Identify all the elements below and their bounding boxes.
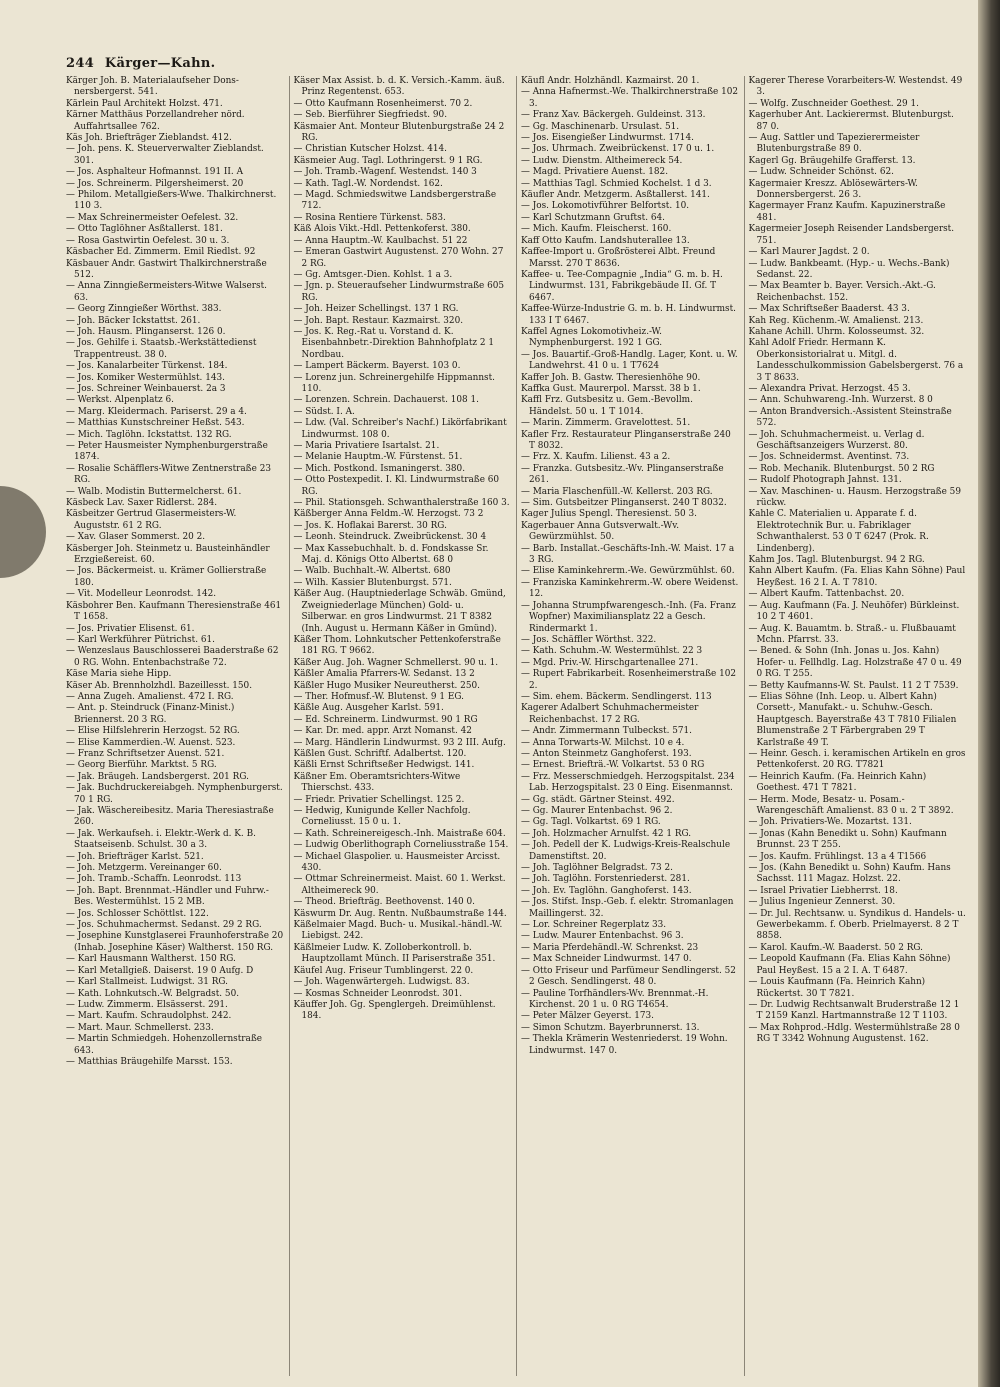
directory-entry: — Lor. Schreiner Regerplatz 33. bbox=[521, 920, 667, 931]
directory-entry: Käßli Ernst Schriftseßer Hedwigst. 141. bbox=[293, 760, 475, 771]
directory-entry: — Elias Söhne (Inh. Leop. u. Albert Kahn) Corsett-, Manufakt.- u. Schuhw.-Gesch. Hauptgesch. Bayerstraße 43 T 7810 Filialen Blumenstraße 2 T Färbergraben 29 T Karlstraße 49 T. bbox=[748, 691, 957, 748]
directory-entry: Kagermeier Joseph Reisender Landsbergerst. 751. bbox=[748, 224, 955, 246]
directory-entry: — Max Schriftseßer Baaderst. 43 3. bbox=[748, 304, 910, 315]
directory-entry: — Maria Privatiere Isartalst. 21. bbox=[293, 441, 440, 451]
directory-entry: — Magd. Privatiere Auenst. 182. bbox=[521, 167, 669, 178]
directory-entry: — Dr. Jul. Rechtsanw. u. Syndikus d. Handels- u. Gewerbekamm. f. Oberb. Prielmayerst. 8 2 T 8858. bbox=[748, 908, 966, 942]
directory-entry: Käufler Andr. Metzgerm. Asßtallerst. 141. bbox=[521, 190, 710, 201]
directory-entry: Käswurm Dr. Aug. Rentn. Nußbaumstraße 144. bbox=[293, 908, 507, 919]
directory-entry: — Mich. Postkond. Ismaningerst. 380. bbox=[293, 463, 466, 474]
directory-entry: — Jos. Bäckermeist. u. Krämer Gollierstraße 180. bbox=[66, 566, 267, 588]
directory-entry: Käßlmeier Ludw. K. Zolloberkontroll. b. Hauptzollamt Münch. II Pariserstraße 351. bbox=[293, 942, 496, 965]
directory-entry: — Jos. Schreinerm. Pilgersheimerst. 20 bbox=[66, 178, 244, 189]
directory-entry: — Anna Torwarts-W. Milchst. 10 e 4. bbox=[521, 737, 685, 748]
directory-entry: — Betty Kaufmanns-W. St. Paulst. 11 2 T 7539. bbox=[748, 680, 959, 691]
directory-entry: — Mart. Maur. Schmellerst. 233. bbox=[66, 1022, 214, 1033]
directory-entry: — Aug. K. Bauamtm. b. Straß.- u. Flußbauamt Mchn. Pfarrst. 33. bbox=[748, 623, 956, 645]
directory-entry: — Franz Schriftsetzer Auenst. 521. bbox=[66, 748, 225, 759]
directory-entry: — Rob. Mechanik. Blutenburgst. 50 2 RG bbox=[748, 463, 935, 474]
directory-entry: Kagerer Therese Vorarbeiters-W. Westendst. 49 3. bbox=[748, 76, 963, 98]
directory-entry: — Joh. Taglöhn. Forstenriederst. 281. bbox=[521, 874, 690, 885]
directory-entry: — Elise Hilfslehrerin Herzogst. 52 RG. bbox=[66, 726, 240, 737]
directory-entry: Kärner Matthäus Porzellandreher nörd. Auffahrtsallee 762. bbox=[66, 110, 245, 132]
directory-entry: — Christian Kutscher Holzst. 414. bbox=[293, 144, 447, 155]
directory-entry: — Karol. Kaufm.-W. Baaderst. 50 2 RG. bbox=[748, 942, 923, 953]
directory-entry: — Jak. Wäschereibesitz. Maria Theresiastraße 260. bbox=[66, 806, 274, 828]
directory-entry: — Gg. Maschinenarb. Ursulast. 51. bbox=[521, 121, 680, 132]
directory-entry: Kagerbauer Anna Gutsverwalt.-Wv. Gewürzmühlst. 50. bbox=[521, 520, 680, 543]
directory-entry: — Otto Taglöhner Asßtallerst. 181. bbox=[66, 224, 223, 235]
directory-entry: Käufel Aug. Friseur Tumblingerst. 22 0. bbox=[293, 965, 474, 976]
directory-entry: — Vit. Modelleur Leonrodst. 142. bbox=[66, 589, 217, 600]
directory-entry: — Simon Schutzm. Bayerbrunnerst. 13. bbox=[521, 1022, 700, 1033]
directory-entry: — Joh. Bäcker Ickstattst. 261. bbox=[66, 315, 201, 326]
directory-entry: — Wilh. Kassier Blutenburgst. 571. bbox=[293, 577, 452, 588]
directory-columns bbox=[66, 76, 966, 1376]
running-title: Kärger—Kahn. bbox=[104, 56, 216, 71]
directory-entry: — Heinr. Gesch. i. keramischen Artikeln en gros Pettenkoferst. 20 RG. T7821 bbox=[748, 748, 966, 771]
directory-entry: — Joh. Privatiers-We. Mozartst. 131. bbox=[748, 817, 912, 828]
directory-entry: — Joh. Holzmacher Arnulfst. 42 1 RG. bbox=[521, 828, 692, 839]
directory-entry: Käßer Aug. Joh. Wagner Schmellerst. 90 u. 1. bbox=[293, 657, 499, 668]
book-thumb-tab bbox=[0, 486, 46, 578]
directory-entry: Käsbacher Ed. Zimmerm. Emil Riedlst. 92 bbox=[66, 247, 256, 258]
directory-entry: Käsberger Joh. Steinmetz u. Bausteinhändler Erzgießereist. 60. bbox=[66, 543, 270, 566]
directory-entry: — Lorenzen. Schrein. Dachauerst. 108 1. bbox=[293, 395, 479, 406]
directory-entry: — Jos. Schlosser Schöttlst. 122. bbox=[66, 908, 209, 919]
directory-entry: Kaff Otto Kaufm. Landshuterallee 13. bbox=[521, 235, 690, 246]
directory-entry: Käßberger Anna Feldm.-W. Herzogst. 73 2 bbox=[293, 509, 484, 520]
directory-entry: Kafler Frz. Restaurateur Plinganserstraße 240 T 8032. bbox=[521, 429, 731, 451]
directory-entry: — Wenzeslaus Bauschlosserei Baaderstraße 62 0 RG. Wohn. Entenbachstraße 72. bbox=[66, 646, 279, 668]
directory-entry: Kager Julius Spengl. Theresienst. 50 3. bbox=[521, 509, 697, 520]
directory-entry: — Walb. Buchhalt.-W. Albertst. 680 bbox=[293, 566, 451, 577]
directory-entry: Kaffer Joh. B. Gastw. Theresienhöhe 90. bbox=[521, 372, 701, 383]
directory-entry: — Otto Kaufmann Rosenheimerst. 70 2. bbox=[293, 98, 473, 109]
directory-entry: — Aug. Sattler und Tapezierermeister Blutenburgstraße 89 0. bbox=[748, 133, 920, 155]
directory-entry: — Elise Kaminkehrerm.-We. Gewürzmühlst. 60. bbox=[521, 566, 735, 577]
directory-entry: — Jos. K. Hoflakai Barerst. 30 RG. bbox=[293, 520, 447, 531]
directory-entry: Kahle C. Materialien u. Apparate f. d. Elektrotechnik Bur. u. Fabriklager Schwanthalerst. 53 0 T 6247 (Prok. R. Lindenberg). bbox=[748, 509, 929, 554]
directory-entry: — Seb. Bierführer Siegfriedst. 90. bbox=[293, 110, 448, 121]
directory-entry: — Gg. städt. Gärtner Steinst. 492. bbox=[521, 794, 675, 805]
directory-entry: — Julius Ingenieur Zennerst. 30. bbox=[748, 897, 896, 908]
directory-entry: Kagerl Gg. Bräugehilfe Grafferst. 13. bbox=[748, 155, 916, 166]
directory-entry: — Werkst. Alpenplatz 6. bbox=[66, 395, 174, 406]
directory-entry: Käse Maria siehe Hipp. bbox=[66, 669, 172, 680]
directory-entry: — Karl Schutzmann Gruftst. 64. bbox=[521, 212, 665, 223]
directory-entry: — Matthias Bräugehilfe Marsst. 153. bbox=[66, 1056, 233, 1067]
directory-entry: Käufl Andr. Holzhändl. Kazmairst. 20 1. bbox=[521, 76, 700, 86]
directory-entry: — Matthias Kunstschreiner Heßst. 543. bbox=[66, 418, 245, 429]
directory-entry: — Kath. Tagl.-W. Nordendst. 162. bbox=[293, 178, 443, 189]
directory-entry: — Jos. Bauartif.-Groß-Handlg. Lager, Kont. u. W. Landwehrst. 41 0 u. 1 T7624 bbox=[521, 349, 738, 372]
directory-entry: — Anna Zinngießermeisters-Witwe Walserst. 63. bbox=[66, 281, 267, 303]
directory-entry: Käsmeier Aug. Tagl. Lothringerst. 9 1 RG. bbox=[293, 155, 483, 166]
directory-entry: Kaffee-Würze-Industrie G. m. b. H. Lindwurmst. 133 I T 6467. bbox=[521, 304, 737, 326]
directory-entry: — Max Rohprod.-Hdlg. Westermühlstraße 28 0 RG T 3342 Wohnung Augustenst. 162. bbox=[748, 1022, 960, 1045]
directory-entry: — Jak. Werkaufseh. i. Elektr.-Werk d. K. B. Staatseisenb. Schulst. 30 a 3. bbox=[66, 828, 256, 851]
directory-entry: Kaffel Agnes Lokomotivheiz.-W. Nymphenburgerst. 192 1 GG. bbox=[521, 326, 663, 349]
directory-entry: — Jak. Bräugeh. Landsbergerst. 201 RG. bbox=[66, 771, 249, 782]
directory-entry: — Joh. Taglöhner Belgradst. 73 2. bbox=[521, 863, 673, 874]
directory-entry: Kahm Jos. Tagl. Blutenburgst. 94 2 RG. bbox=[748, 555, 925, 566]
directory-entry: — Gg. Maurer Entenbachst. 96 2. bbox=[521, 806, 673, 816]
directory-entry: — Mgd. Priv.-W. Hirschgartenallee 271. bbox=[521, 657, 699, 668]
directory-entry: — Magd. Schmiedswitwe Landsbergerstraße 712. bbox=[293, 190, 497, 212]
directory-entry: — Ludw. Bankbeamt. (Hyp.- u. Wechs.-Bank) Sedanst. 22. bbox=[748, 258, 950, 280]
directory-entry: — Albert Kaufm. Tattenbachst. 20. bbox=[748, 589, 905, 600]
directory-entry: — Jos. (Kahn Benedikt u. Sohn) Kaufm. Hans Sachsst. 111 Magaz. Holzst. 22. bbox=[748, 863, 951, 885]
directory-entry: — Barb. Installat.-Geschäfts-Inh.-W. Maist. 17 a 3 RG. bbox=[521, 543, 735, 566]
directory-entry: Käsbohrer Ben. Kaufmann Theresienstraße 461 T 1658. bbox=[66, 600, 282, 623]
directory-entry: — Louis Kaufmann (Fa. Heinrich Kahn) Rückertst. 30 T 7821. bbox=[748, 977, 926, 999]
directory-entry: — Karl Hausmann Waltherst. 150 RG. bbox=[66, 954, 236, 965]
page-binding-edge bbox=[978, 0, 1000, 1387]
directory-entry: — Leopold Kaufmann (Fa. Elias Kahn Söhne) Paul Heyßest. 15 a 2 I. A. T 6487. bbox=[748, 954, 951, 976]
directory-entry: — Mart. Kaufm. Schraudolphst. 242. bbox=[66, 1011, 232, 1022]
directory-entry: — Rosina Rentiere Türkenst. 583. bbox=[293, 212, 446, 223]
directory-entry: Kaffee-Import u. Großrösterei Albt. Freund Marsst. 270 T 8636. bbox=[521, 247, 716, 269]
directory-entry: — Elise Kammerdien.-W. Auenst. 523. bbox=[66, 737, 236, 748]
directory-entry: — Ant. p. Steindruck (Finanz-Minist.) Briennerst. 20 3 RG. bbox=[66, 703, 235, 725]
directory-entry: — Frz. Messerschmiedgeh. Herzogspitalst. 234 Lab. Herzogspitalst. 23 0 Eing. Eisenmannst. bbox=[521, 771, 735, 794]
directory-entry: — Andr. Zimmermann Tulbeckst. 571. bbox=[521, 726, 692, 737]
directory-entry: — Joh. Heizer Schellingst. 137 1 RG. bbox=[293, 304, 459, 315]
directory-entry: — Joh. Pedell der K. Ludwigs-Kreis-Realschule Damenstiftst. 20. bbox=[521, 840, 731, 862]
directory-entry: Käsbeitzer Gertrud Glasermeisters-W. Auguststr. 61 2 RG. bbox=[66, 509, 237, 531]
directory-entry: — Ludw. Maurer Entenbachst. 96 3. bbox=[521, 931, 684, 942]
directory-entry: — Jos. Lokomotivführer Belfortst. 10. bbox=[521, 201, 690, 212]
column-4 bbox=[744, 76, 967, 1376]
directory-entry: — Max Schreinermeister Oefelest. 32. bbox=[66, 212, 239, 223]
column-2 bbox=[289, 76, 512, 1376]
directory-entry: — Georg Bierführ. Marktst. 5 RG. bbox=[66, 760, 217, 771]
directory-entry: Käßer Thom. Lohnkutscher Pettenkoferstraße 181 RG. T 9662. bbox=[293, 634, 501, 657]
directory-entry: — Michael Glaspolier. u. Hausmeister Arcisst. 430. bbox=[293, 851, 501, 874]
directory-entry: — Kosmas Schneider Leonrodst. 301. bbox=[293, 988, 463, 999]
directory-entry: — Max Schneider Lindwurmst. 147 0. bbox=[521, 954, 692, 965]
directory-entry: Kahl Adolf Friedr. Hermann K. Oberkonsistorialrat u. Mitgl. d. Landesschulkommission Gabelsbergerst. 76 a 3 T 8633. bbox=[748, 338, 964, 383]
directory-entry: — Gg. Amtsger.-Dien. Kohlst. 1 a 3. bbox=[293, 269, 453, 280]
directory-entry: — Ludwig Oberlithograph Corneliusstraße 154. bbox=[293, 840, 509, 851]
directory-entry: — Peter Mälzer Geyerst. 173. bbox=[521, 1011, 654, 1022]
directory-entry: Käs Joh. Briefträger Zieblandst. 412. bbox=[66, 133, 232, 144]
directory-entry: — Jos. Schäffler Wörthst. 322. bbox=[521, 634, 657, 645]
directory-entry: Käser Ab. Brennholzhdl. Bazeillesst. 150. bbox=[66, 680, 253, 691]
directory-entry: — Xav. Glaser Sommerst. 20 2. bbox=[66, 532, 206, 543]
directory-entry: — Joh. Metzgerm. Vereinanger 60. bbox=[66, 863, 222, 874]
directory-entry: — Peter Hausmeister Nymphenburgerstraße 1874. bbox=[66, 441, 268, 463]
directory-entry: Kagerhuber Ant. Lackierermst. Blutenburgst. 87 0. bbox=[748, 110, 954, 132]
directory-entry: Käßle Aug. Ausgeher Karlst. 591. bbox=[293, 703, 444, 714]
directory-entry: — Ldw. (Val. Schreiber's Nachf.) Likörfabrikant Lindwurmst. 108 0. bbox=[293, 418, 507, 440]
directory-entry: — Rudolf Photograph Jahnst. 131. bbox=[748, 475, 902, 486]
directory-entry: — Matthias Tagl. Schmied Kochelst. 1 d 3. bbox=[521, 178, 712, 189]
directory-entry: — Joh. pens. K. Steuerverwalter Zieblandst. 301. bbox=[66, 144, 264, 166]
directory-entry: — Kath. Lohnkutsch.-W. Belgradst. 50. bbox=[66, 988, 240, 999]
directory-entry: — Jos. Schreiner Weinbauerst. 2a 3 bbox=[66, 383, 226, 394]
directory-entry: — Otto Friseur und Parfümeur Sendlingerst. 52 2 Gesch. Sendlingerst. 48 0. bbox=[521, 965, 736, 988]
directory-entry: — Jos. K. Reg.-Rat u. Vorstand d. K. Eisenbahnbetr.-Direktion Bahnhofplatz 2 1 Nordbau. bbox=[293, 326, 495, 360]
directory-entry: — Mich. Kaufm. Fleischerst. 160. bbox=[521, 224, 672, 235]
directory-entry: — Aug. Kaufmann (Fa. J. Neuhöfer) Bürkleinst. 10 2 T 4601. bbox=[748, 600, 960, 623]
directory-entry: Käßler Amalia Pfarrers-W. Sedanst. 13 2 bbox=[293, 669, 475, 680]
directory-entry: — Gg. Tagl. Volkartst. 69 1 RG. bbox=[521, 817, 661, 828]
directory-entry: Käßler Hugo Musiker Neureutherst. 250. bbox=[293, 680, 480, 691]
directory-entry: — Max Kassebuchhalt. b. d. Fondskasse Sr. Maj. d. Königs Otto Albertst. 68 0 bbox=[293, 543, 489, 566]
directory-entry: — Alexandra Privat. Herzogst. 45 3. bbox=[748, 383, 911, 394]
directory-entry: — Josephine Kunstglaserei Fraunhoferstraße 20 (Inhab. Josephine Käser) Waltherst. 150 RG. bbox=[66, 931, 284, 953]
directory-entry: Käßlen Gust. Schriftf. Adalbertst. 120. bbox=[293, 748, 467, 759]
directory-entry: Käß Alois Vikt.-Hdl. Pettenkoferst. 380. bbox=[293, 224, 471, 235]
directory-entry: — Philom. Metallgießers-Wwe. Thalkirchnerst. 110 3. bbox=[66, 190, 277, 212]
directory-entry: — Wolfg. Zuschneider Goethest. 29 1. bbox=[748, 98, 919, 109]
directory-entry: — Karl Stallmeist. Ludwigst. 31 RG. bbox=[66, 977, 228, 988]
directory-entry: — Rosa Gastwirtin Oefelest. 30 u. 3. bbox=[66, 235, 230, 246]
directory-entry: — Xav. Maschinen- u. Hausm. Herzogstraße 59 rückw. bbox=[748, 486, 961, 509]
directory-entry: — Jos. Stifst. Insp.-Geb. f. elektr. Stromanlagen Maillingerst. 32. bbox=[521, 897, 734, 919]
directory-entry: — Lorenz jun. Schreinergehilfe Hippmannst. 110. bbox=[293, 372, 495, 394]
directory-entry: — Rosalie Schäfflers-Witwe Zentnerstraße 23 RG. bbox=[66, 463, 271, 486]
directory-entry: Kaffl Frz. Gutsbesitz u. Gem.-Bevollm. Händelst. 50 u. 1 T 1014. bbox=[521, 395, 693, 417]
directory-entry: — Max Beamter b. Bayer. Versich.-Akt.-G. Reichenbachst. 152. bbox=[748, 281, 936, 303]
directory-entry: — Rupert Fabrikarbeit. Rosenheimerstraße 102 2. bbox=[521, 669, 737, 691]
directory-entry: — Ludw. Schneider Schönst. 62. bbox=[748, 167, 894, 178]
directory-entry: — Joh. Briefträger Karlst. 521. bbox=[66, 851, 204, 862]
directory-entry: Kärger Joh. B. Materialaufseher Dons-nersbergerst. 541. bbox=[66, 76, 239, 98]
directory-entry: Käuffer Joh. Gg. Spenglergeh. Dreimühlenst. 184. bbox=[293, 999, 496, 1022]
directory-entry: Kaffka Gust. Maurerpol. Marsst. 38 b 1. bbox=[521, 383, 701, 394]
directory-entry: Kahane Achill. Uhrm. Kolosseumst. 32. bbox=[748, 326, 925, 337]
directory-entry: — Ernest. Briefträ.-W. Volkartst. 53 0 RG bbox=[521, 760, 705, 771]
directory-entry: Käsbeck Lav. Saxer Ridlerst. 284. bbox=[66, 498, 218, 509]
directory-entry: Kagermaier Kreszz. Ablösewärters-W. Donnersbergerst. 26 3. bbox=[748, 178, 918, 201]
directory-entry: — Anna Hafnermst.-We. Thalkirchnerstraße 102 3. bbox=[521, 87, 739, 109]
directory-entry: — Georg Zinngießer Wörthst. 383. bbox=[66, 304, 222, 315]
directory-entry: — Maria Pferdehändl.-W. Schrenkst. 23 bbox=[521, 942, 699, 953]
directory-entry: Kahn Albert Kaufm. (Fa. Elias Kahn Söhne) Paul Heyßest. 16 2 I. A. T 7810. bbox=[748, 566, 966, 588]
directory-entry: — Otto Postexpedit. I. Kl. Lindwurmstraße 60 RG. bbox=[293, 475, 500, 497]
directory-entry: — Jos. Asphalteur Hofmannst. 191 II. A bbox=[66, 167, 243, 178]
directory-entry: — Leonh. Steindruck. Zweibrückenst. 30 4 bbox=[293, 532, 487, 543]
directory-entry: — Bened. & Sohn (Inh. Jonas u. Jos. Kahn) Hofer- u. Fellhdlg. Lag. Holzstraße 47 0 u. 49 0 RG. T 255. bbox=[748, 646, 962, 680]
directory-entry: — Jos. Eisengießer Lindwurmst. 1714. bbox=[521, 133, 694, 144]
directory-entry: Kaffee- u. Tee-Compagnie „India“ G. m. b. H. Lindwurmst. 131, Fabrikgebäude II. Gf. T 6467. bbox=[521, 269, 723, 303]
directory-entry: — Jos. Komiker Westermühlst. 143. bbox=[66, 372, 225, 383]
directory-entry: — Joh. Ev. Taglöhn. Ganghoferst. 143. bbox=[521, 885, 692, 896]
directory-entry: — Joh. Tramb.-Schaffn. Leonrodst. 113 bbox=[66, 874, 242, 885]
directory-entry: — Thekla Krämerin Westenriederst. 19 Wohn. Lindwurmst. 147 0. bbox=[521, 1034, 728, 1056]
directory-entry: — Jonas (Kahn Benedikt u. Sohn) Kaufmann Brunnst. 23 T 255. bbox=[748, 828, 947, 851]
directory-entry: — Herm. Mode, Besatz- u. Posam.-Warengeschäft Amalienst. 83 0 u. 2 T 3892. bbox=[748, 794, 954, 816]
directory-entry: — Ann. Schuhwareng.-Inh. Wurzerst. 8 0 bbox=[748, 395, 933, 406]
directory-entry: — Anna Hauptm.-W. Kaulbachst. 51 22 bbox=[293, 235, 468, 246]
directory-entry: — Kath. Schreinereigesch.-Inh. Maistraße 604. bbox=[293, 828, 506, 839]
directory-entry: — Kath. Schuhm.-W. Westermühlst. 22 3 bbox=[521, 646, 703, 657]
directory-entry: — Marg. Händlerin Lindwurmst. 93 2 III. Aufg. bbox=[293, 737, 506, 748]
directory-entry: — Jak. Buchdruckereiabgeh. Nymphenburgerst. 70 1 RG. bbox=[66, 783, 283, 805]
directory-entry: Käßner Em. Oberamtsrichters-Witwe Thierschst. 433. bbox=[293, 771, 461, 794]
directory-entry: — Sim. ehem. Bäckerm. Sendlingerst. 113 bbox=[521, 691, 712, 702]
directory-entry: — Heinrich Kaufm. (Fa. Heinrich Kahn) Goethest. 471 T 7821. bbox=[748, 771, 927, 794]
directory-entry: — Hedwig, Kunigunde Keller Nachfolg. Corneliusst. 15 0 u. 1. bbox=[293, 806, 471, 828]
directory-entry: — Emeran Gastwirt Augustenst. 270 Wohn. 27 2 RG. bbox=[293, 247, 504, 269]
directory-entry: — Joh. Wagenwärtergeh. Ludwigst. 83. bbox=[293, 977, 470, 988]
directory-entry: — Karl Metallgieß. Daiserst. 19 0 Aufg. D bbox=[66, 965, 254, 976]
directory-entry: — Joh. Bapt. Brennmat.-Händler und Fuhrw.-Bes. Westermühlst. 15 2 MB. bbox=[66, 885, 269, 908]
directory-entry: Käßer Aug. (Hauptniederlage Schwäb. Gmünd, Zweigniederlage München) Gold- u. Silberwar. en gros Lindwurmst. 21 T 8382 (Inh. August u. Hermann Käßer in Gmünd). bbox=[293, 589, 506, 634]
directory-entry: — Anton Steinmetz Ganghoferst. 193. bbox=[521, 748, 692, 759]
directory-entry: Käsbauer Andr. Gastwirt Thalkirchnerstraße 512. bbox=[66, 258, 267, 280]
directory-entry: — Ludw. Zimmerm. Elsässerst. 291. bbox=[66, 999, 228, 1010]
directory-entry: — Melanie Hauptm.-W. Fürstenst. 51. bbox=[293, 452, 463, 463]
directory-entry: — Anton Brandversich.-Assistent Steinstraße 572. bbox=[748, 406, 952, 429]
directory-entry: — Frz. X. Kaufm. Lilienst. 43 a 2. bbox=[521, 452, 671, 463]
directory-entry: — Jos. Uhrmach. Zweibrückenst. 17 0 u. 1. bbox=[521, 144, 715, 155]
directory-entry: Käßelmaier Magd. Buch- u. Musikal.-händl.-W. Liebigst. 242. bbox=[293, 920, 503, 942]
directory-entry: — Franz Xav. Bäckergeh. Guldeinst. 313. bbox=[521, 110, 706, 121]
directory-entry: — Südst. I. A. bbox=[293, 406, 355, 417]
directory-entry: Kärlein Paul Architekt Holzst. 471. bbox=[66, 98, 223, 109]
directory-entry: — Karl Maurer Jagdst. 2 0. bbox=[748, 247, 870, 258]
directory-entry: — Ther. Hofmusf.-W. Blutenst. 9 1 EG. bbox=[293, 691, 464, 702]
column-1 bbox=[66, 76, 284, 1376]
directory-entry: Kagerer Adalbert Schuhmachermeister Reichenbachst. 17 2 RG. bbox=[521, 703, 699, 725]
directory-entry: — Lampert Bäckerm. Bayerst. 103 0. bbox=[293, 361, 461, 372]
directory-entry: — Israel Privatier Liebherrst. 18. bbox=[748, 885, 898, 896]
directory-entry: — Ludw. Dienstm. Altheimereck 54. bbox=[521, 155, 683, 166]
directory-entry: — Anna Zugeh. Amalienst. 472 I. RG. bbox=[66, 691, 234, 702]
directory-entry: — Jos. Schuhmachermst. Sedanst. 29 2 RG. bbox=[66, 920, 262, 931]
directory-entry: — Ed. Schreinerm. Lindwurmst. 90 1 RG bbox=[293, 714, 478, 725]
directory-entry: Kagermayer Franz Kaufm. Kapuzinerstraße 481. bbox=[748, 201, 946, 223]
directory-entry: — Ottmar Schreinermeist. Maist. 60 1. Werkst. Altheimereck 90. bbox=[293, 874, 506, 896]
directory-entry: — Jos. Schneidermst. Aventinst. 73. bbox=[748, 452, 910, 463]
directory-entry: — Jos. Gehilfe i. Staatsb.-Werkstättedienst Trappentreust. 38 0. bbox=[66, 338, 257, 360]
directory-entry: — Dr. Ludwig Rechtsanwalt Bruderstraße 12 1 T 2159 Kanzl. Hartmannstraße 12 T 1103. bbox=[748, 999, 960, 1022]
directory-entry: — Friedr. Privatier Schellingst. 125 2. bbox=[293, 794, 465, 805]
directory-entry: — Theod. Briefträg. Beethovenst. 140 0. bbox=[293, 897, 475, 908]
directory-entry: — Marg. Kleidermach. Pariserst. 29 a 4. bbox=[66, 406, 247, 417]
directory-entry: — Joh. Hausm. Plinganserst. 126 0. bbox=[66, 326, 226, 337]
directory-entry: — Joh. Bapt. Restaur. Kazmairst. 320. bbox=[293, 315, 464, 326]
directory-entry: — Karl Werkführer Pütrichst. 61. bbox=[66, 634, 215, 645]
directory-entry: — Johanna Strumpfwarengesch.-Inh. (Fa. Franz Wopfner) Maximiliansplatz 22 a Gesch. Rindermarkt 1. bbox=[521, 600, 736, 634]
directory-entry: — Walb. Modistin Buttermelcherst. 61. bbox=[66, 486, 242, 497]
directory-entry: — Franzka. Gutsbesitz.-Wv. Plinganserstraße 261. bbox=[521, 463, 724, 486]
directory-entry: — Jgn. p. Steueraufseher Lindwurmstraße 605 RG. bbox=[293, 281, 505, 303]
directory-entry: — Joh. Tramb.-Wagenf. Westendst. 140 3 bbox=[293, 167, 477, 178]
column-3 bbox=[516, 76, 739, 1376]
directory-entry: — Mich. Taglöhn. Ickstattst. 132 RG. bbox=[66, 429, 232, 440]
page-number: 244 bbox=[66, 56, 95, 71]
directory-entry: — Jos. Kanalarbeiter Türkenst. 184. bbox=[66, 361, 228, 372]
running-header bbox=[66, 56, 215, 71]
directory-entry: — Jos. Privatier Elisenst. 61. bbox=[66, 623, 195, 634]
directory-entry: — Franziska Kaminkehrerm.-W. obere Weidenst. 12. bbox=[521, 577, 739, 600]
directory-entry: — Martin Schmiedgeh. Hohenzollernstraße 643. bbox=[66, 1034, 263, 1056]
directory-entry: — Kar. Dr. med. appr. Arzt Nomanst. 42 bbox=[293, 726, 472, 737]
directory-entry: Kah Reg. Küchenm.-W. Amalienst. 213. bbox=[748, 315, 924, 326]
directory-entry: — Marin. Zimmerm. Gravelottest. 51. bbox=[521, 418, 691, 429]
directory-entry: — Jos. Kaufm. Frühlingst. 13 a 4 T1566 bbox=[748, 851, 927, 862]
directory-entry: — Maria Flaschenfüll.-W. Kellerst. 203 RG. bbox=[521, 486, 713, 497]
directory-entry: Käsmaier Ant. Monteur Blutenburgstraße 24 2 RG. bbox=[293, 121, 505, 144]
directory-entry: — Joh. Schuhmachermeist. u. Verlag d. Geschäftsanzeigers Wurzerst. 80. bbox=[748, 429, 925, 451]
directory-entry: — Sim. Gutsbeitzer Plinganserst. 240 T 8032. bbox=[521, 498, 727, 509]
directory-entry: — Phil. Stationsgeh. Schwanthalerstraße 160 3. bbox=[293, 498, 510, 509]
directory-entry: — Pauline Torfhändlers-Wv. Brennmat.-H. Kirchenst. 20 1 u. 0 RG T4654. bbox=[521, 988, 709, 1010]
directory-entry: Käser Max Assist. b. d. K. Versich.-Kamm. äuß. Prinz Regentenst. 653. bbox=[293, 76, 505, 98]
